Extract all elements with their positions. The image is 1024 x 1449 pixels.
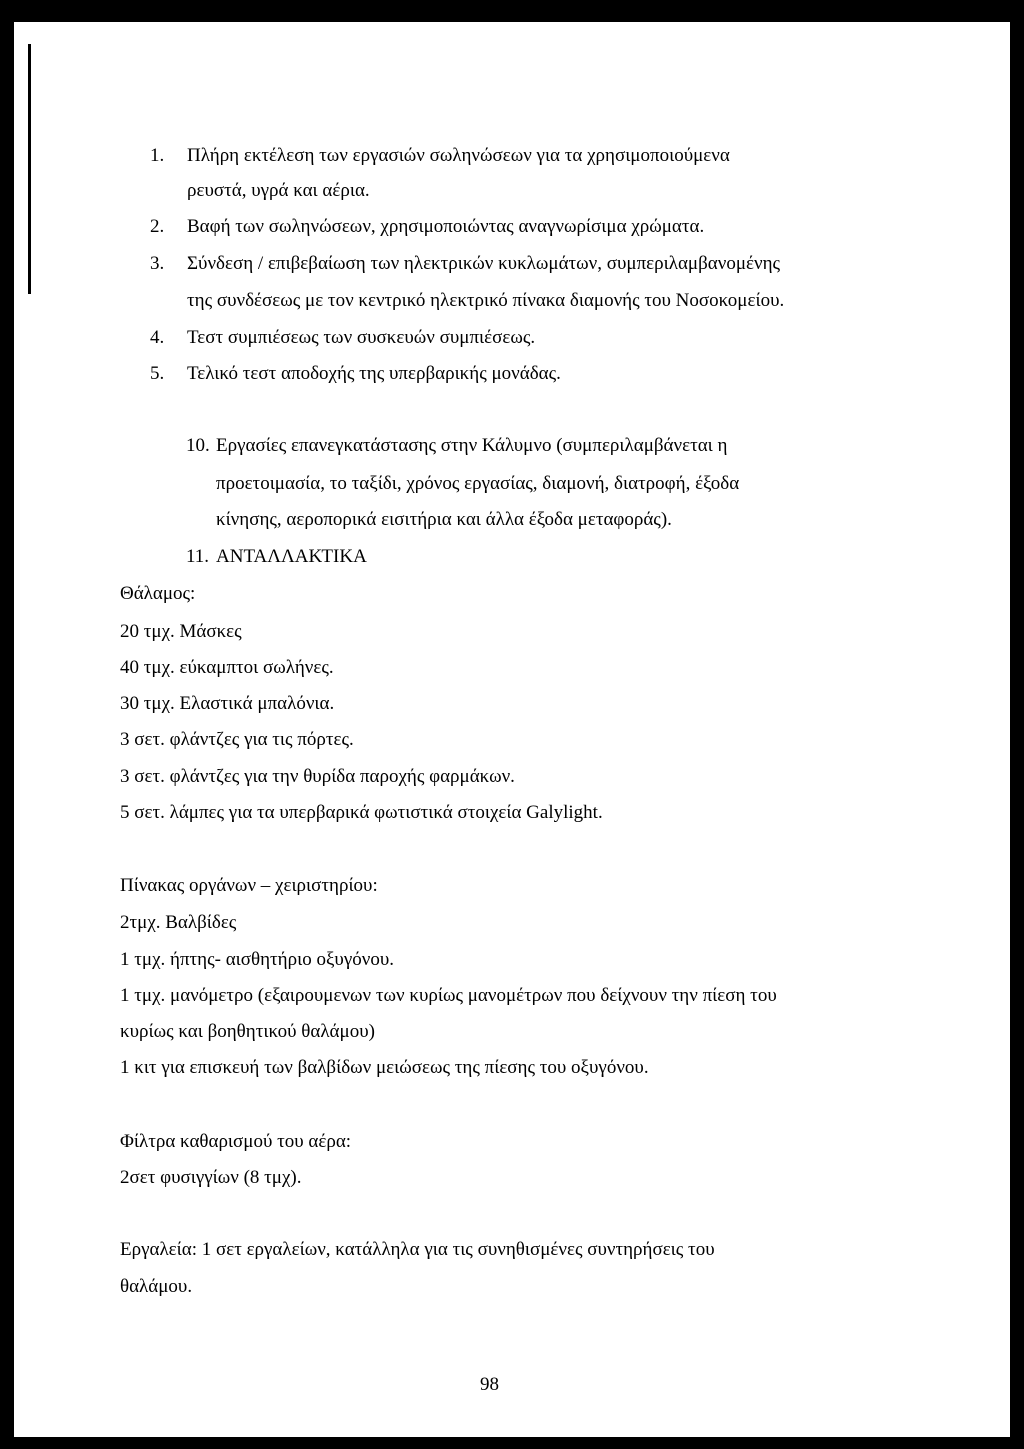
list-item-3-line-2: της συνδέσεως με τον κεντρικό ηλεκτρικό πίνακα διαμονής του Νοσοκομείου.	[187, 290, 785, 311]
list-item-5-number: 5.	[150, 363, 165, 384]
filters-heading: Φίλτρα καθαρισμού του αέρα:	[120, 1131, 352, 1152]
scan-border-right	[1010, 0, 1024, 1449]
scan-border-left	[0, 0, 14, 1449]
chamber-heading: Θάλαμος:	[120, 583, 196, 604]
chamber-item: 3 σετ. φλάντζες για την θυρίδα παροχής φαρμάκων.	[120, 766, 515, 787]
panel-item: 1 κιτ για επισκευή των βαλβίδων μειώσεως της πίεσης του οξυγόνου.	[120, 1057, 649, 1078]
list-item-5-line-1: Τελικό τεστ αποδοχής της υπερβαρικής μονάδας.	[187, 363, 561, 384]
list-item-2-line-1: Βαφή των σωληνώσεων, χρησιμοποιώντας αναγνωρίσιμα χρώματα.	[187, 216, 705, 237]
panel-item: 1 τμχ. ήπτης- αισθητήριο οξυγόνου.	[120, 949, 394, 970]
list-item-1-line-2: ρευστά, υγρά και αέρια.	[187, 180, 370, 201]
scan-mark	[28, 44, 31, 294]
list-item-2-number: 2.	[150, 216, 165, 237]
list-item-3-number: 3.	[150, 253, 165, 274]
page-number: 98	[480, 1374, 499, 1395]
tools-line-1: Εργαλεία: 1 σετ εργαλείων, κατάλληλα για τις συνηθισμένες συντηρήσεις του	[120, 1239, 715, 1260]
scan-border-top	[0, 0, 1024, 22]
panel-heading: Πίνακας οργάνων – χειριστηρίου:	[120, 875, 378, 896]
list-item-4-line-1: Τεστ συμπιέσεως των συσκευών συμπιέσεως.	[187, 327, 536, 348]
chamber-item: 5 σετ. λάμπες για τα υπερβαρικά φωτιστικά στοιχεία Galylight.	[120, 802, 603, 823]
list-item-1-line-1: Πλήρη εκτέλεση των εργασιών σωληνώσεων για τα χρησιμοποιούμενα	[187, 145, 730, 166]
scan-border-bottom	[0, 1437, 1024, 1449]
chamber-item: 40 τμχ. εύκαμπτοι σωλήνες.	[120, 657, 334, 678]
chamber-item: 20 τμχ. Μάσκες	[120, 621, 242, 642]
chamber-item: 3 σετ. φλάντζες για τις πόρτες.	[120, 729, 354, 750]
list-item-1-number: 1.	[150, 145, 165, 166]
panel-item: 2τμχ. Βαλβίδες	[120, 912, 237, 933]
item-10-line-3: κίνησης, αεροπορικά εισιτήρια και άλλα έξοδα μεταφοράς).	[216, 509, 672, 530]
chamber-item: 30 τμχ. Ελαστικά μπαλόνια.	[120, 693, 335, 714]
item-10-line-2: προετοιμασία, το ταξίδι, χρόνος εργασίας, διαμονή, διατροφή, έξοδα	[216, 473, 740, 494]
item-10-number: 10.	[186, 435, 210, 456]
filters-item: 2σετ φυσιγγίων (8 τμχ).	[120, 1167, 302, 1188]
item-11-title: ΑΝΤΑΛΛΑΚΤΙΚΑ	[216, 546, 367, 567]
item-10-line-1: Εργασίες επανεγκατάστασης στην Κάλυμνο (συμπεριλαμβάνεται η	[216, 435, 728, 456]
panel-item: κυρίως και βοηθητικού θαλάμου)	[120, 1021, 375, 1042]
tools-line-2: θαλάμου.	[120, 1276, 193, 1297]
item-11-number: 11.	[186, 546, 210, 567]
list-item-3-line-1: Σύνδεση / επιβεβαίωση των ηλεκτρικών κυκλωμάτων, συμπεριλαμβανομένης	[187, 253, 781, 274]
list-item-4-number: 4.	[150, 327, 165, 348]
panel-item: 1 τμχ. μανόμετρο (εξαιρουμενων των κυρίως μανομέτρων που δείχνουν την πίεση του	[120, 985, 777, 1006]
